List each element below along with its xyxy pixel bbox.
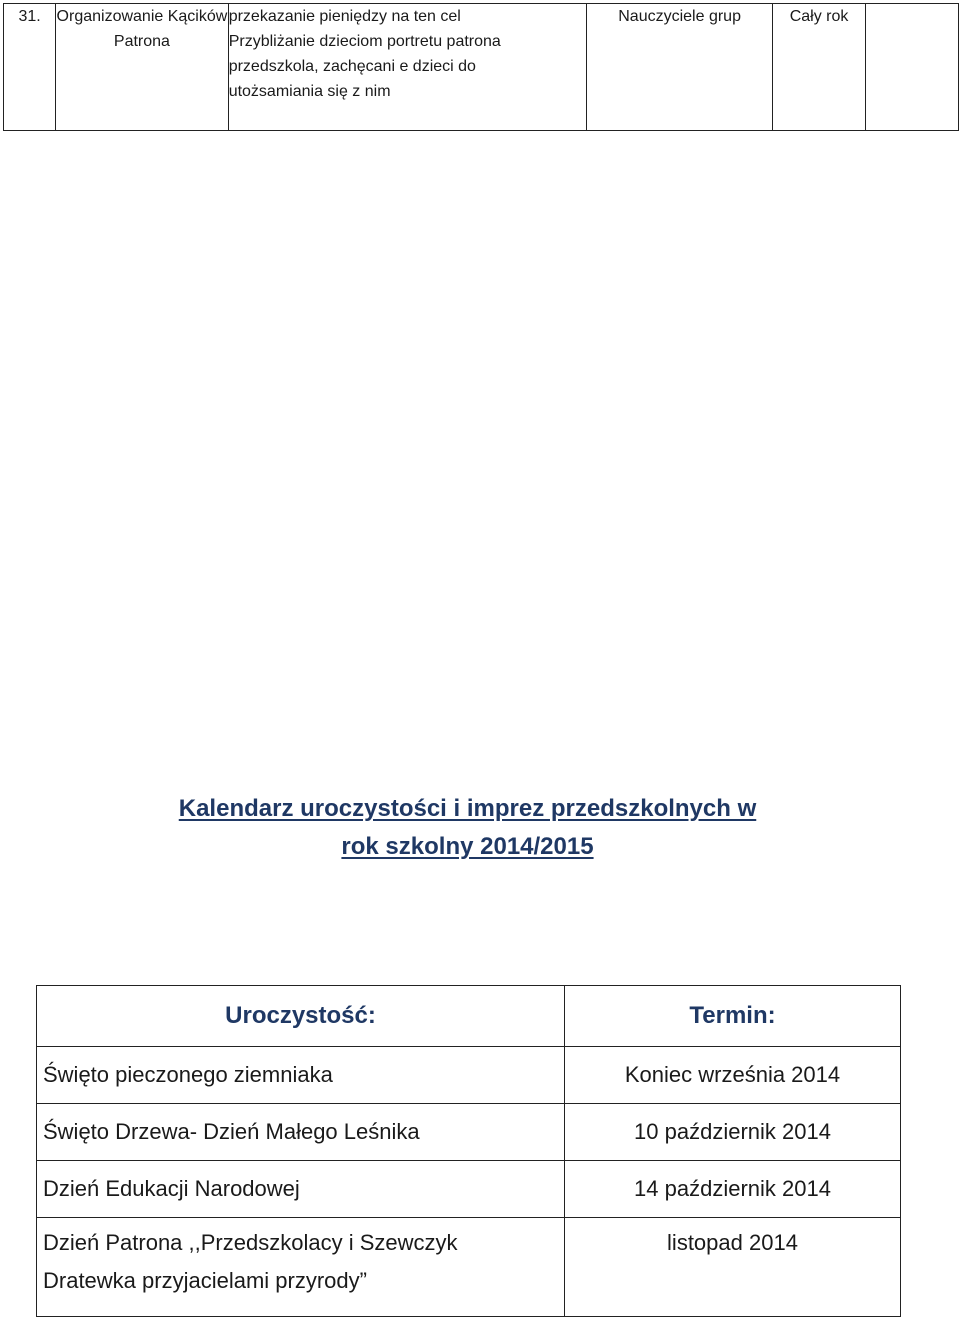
event-column-header: Uroczystość: bbox=[37, 986, 565, 1047]
description-line: przedszkola, zachęcani e dzieci do bbox=[228, 58, 476, 75]
activity-description bbox=[228, 4, 586, 131]
page-title bbox=[0, 790, 935, 866]
table-row bbox=[4, 4, 959, 131]
event-name bbox=[37, 1218, 565, 1317]
event-date: listopad 2014 bbox=[565, 1218, 901, 1317]
description-line: przekazanie pieniędzy na ten cel bbox=[228, 8, 461, 25]
event-name: Święto Drzewa- Dzień Małego Leśnika bbox=[37, 1104, 565, 1161]
date-column-header: Termin: bbox=[565, 986, 901, 1047]
event-date: Koniec września 2014 bbox=[565, 1047, 901, 1104]
table-row bbox=[37, 1104, 901, 1161]
event-name-line: Dratewka przyjacielami przyrody” bbox=[43, 1268, 367, 1293]
table-row bbox=[37, 1047, 901, 1104]
event-name: Dzień Edukacji Narodowej bbox=[37, 1161, 565, 1218]
activity-term: Cały rok bbox=[773, 4, 865, 131]
activities-table bbox=[3, 3, 959, 131]
event-name-line: Dzień Patrona ,,Przedszkolacy i Szewczyk bbox=[43, 1230, 458, 1255]
page-title-line-1: Kalendarz uroczystości i imprez przedszkolnych w bbox=[178, 795, 757, 822]
page-title-line-2: rok szkolny 2014/2015 bbox=[341, 833, 594, 860]
description-line: Przybliżanie dzieciom portretu patrona bbox=[228, 33, 501, 50]
event-date: 10 październik 2014 bbox=[565, 1104, 901, 1161]
table-row bbox=[37, 1161, 901, 1218]
description-line: utożsamiania się z nim bbox=[228, 83, 391, 100]
responsible-person: Nauczyciele grup bbox=[586, 4, 773, 131]
event-date: 14 październik 2014 bbox=[565, 1161, 901, 1218]
calendar-table bbox=[36, 985, 901, 1317]
calendar-header-row bbox=[37, 986, 901, 1047]
activity-name: Organizowanie Kącików Patrona bbox=[56, 4, 229, 131]
event-name: Święto pieczonego ziemniaka bbox=[37, 1047, 565, 1104]
table-row bbox=[37, 1218, 901, 1317]
row-number: 31. bbox=[4, 4, 56, 131]
empty-cell bbox=[865, 4, 958, 131]
